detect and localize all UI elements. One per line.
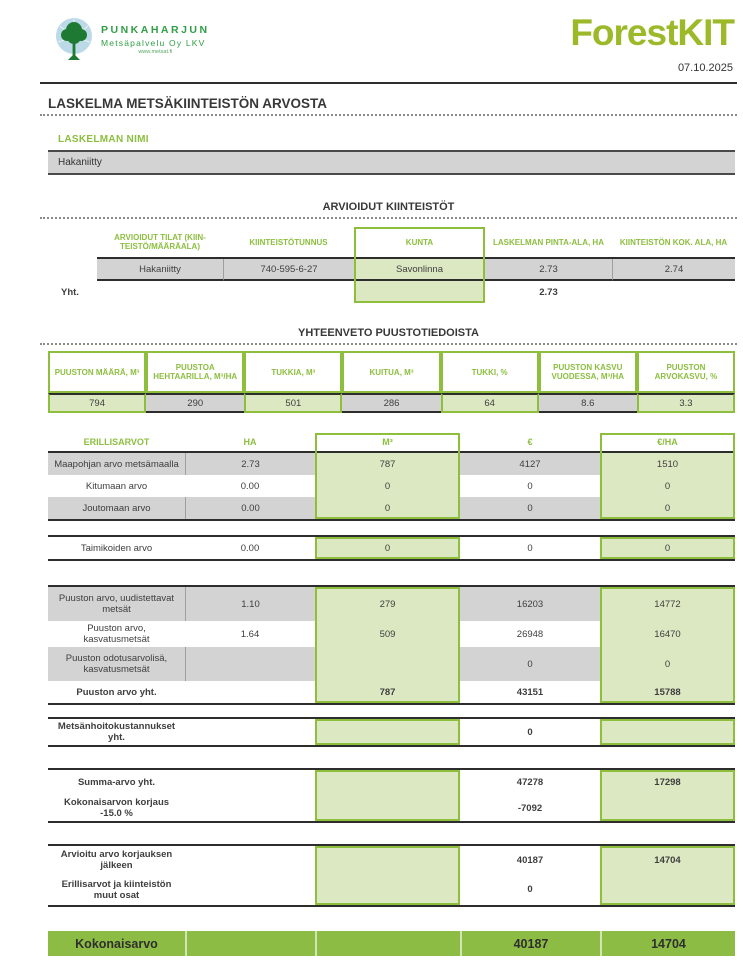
row-label: Metsänhoitokustannukset yht. (57, 721, 176, 743)
row-label: Maapohjan arvo metsämaalla (48, 453, 185, 475)
row-ha (185, 681, 315, 703)
row-eur: 0 (460, 497, 600, 519)
row-eur-ha: 0 (600, 475, 735, 497)
row-eur-ha: 17298 (600, 770, 735, 795)
stand-summary-header-row (48, 351, 735, 393)
row-label: Puuston arvo yht. (76, 686, 157, 698)
properties-total-row (48, 281, 735, 303)
value-growth-value: 3.3 (637, 393, 735, 413)
row-m3: 279 (315, 587, 460, 621)
row-ha: 0.00 (185, 497, 315, 519)
volume-per-ha-value: 290 (146, 393, 244, 413)
stand-summary-value-row (48, 393, 735, 413)
table-row (48, 846, 735, 874)
total-bar-label: Kokonaisarvo (75, 936, 158, 951)
col-header-property-id: KIINTEISTÖTUNNUS (223, 227, 354, 259)
total-label: Yht. (61, 286, 79, 298)
col-header-estates: ARVIOIDUT TILAT (KIIN-TEISTÖ/MÄÄRÄALA) (97, 227, 223, 259)
row-eur: 43151 (516, 686, 544, 698)
table-row (48, 874, 735, 905)
table-row (48, 795, 735, 821)
report-date: 07.10.2025 (677, 62, 733, 74)
section-heading-stand-summary: YHTEENVETO PUUSTOTIEDOISTA (40, 327, 737, 345)
row-eur: -7092 (517, 802, 543, 814)
col-header-total-area: KIINTEISTÖN KOK. ALA, HA (612, 227, 735, 259)
col-header-log-percent: TUKKI, % (441, 351, 539, 393)
calculation-name-value: Hakaniitty (48, 150, 735, 175)
row-m3: 0 (315, 537, 460, 559)
col-header-value-growth: PUUSTON ARVOKASVU, % (637, 351, 735, 393)
property-calc-area: 2.73 (485, 259, 612, 281)
table-row (48, 453, 735, 475)
row-m3 (315, 770, 460, 795)
row-eur-ha: 0 (600, 537, 735, 559)
col-header-ha: HA (185, 433, 315, 453)
separate-values-table (48, 433, 735, 521)
row-label: Erillisarvot ja kiinteistön muut osat (61, 878, 172, 901)
report-content (40, 96, 737, 956)
row-ha: 1.64 (240, 628, 260, 640)
col-header-pulp: KUITUA, M³ (342, 351, 440, 393)
table-row (48, 475, 735, 497)
row-label: Summa-arvo yht. (77, 777, 156, 788)
logs-value: 501 (244, 393, 342, 413)
table-row (48, 647, 735, 681)
volume-value: 794 (48, 393, 146, 413)
row-eur-ha: 14704 (600, 846, 735, 874)
seedling-value-group (48, 535, 735, 561)
row-m3 (315, 647, 460, 681)
properties-table (48, 227, 735, 303)
col-header-m3: M³ (315, 433, 460, 453)
row-eur: 0 (527, 480, 533, 492)
row-m3 (315, 874, 460, 905)
logo-company-subtitle: Metsäpalvelu Oy LKV (101, 38, 206, 48)
calculation-name-label: LASKELMAN NIMI (58, 134, 149, 145)
row-label: Kokonaisarvon korjaus -15.0 % (63, 797, 170, 819)
col-header-logs: TUKKIA, M³ (244, 351, 342, 393)
log-percent-value: 64 (441, 393, 539, 413)
row-label: Arvioitu arvo korjauksen jälkeen (60, 849, 173, 871)
row-label: Joutomaan arvo (48, 497, 185, 519)
company-logo (54, 16, 210, 62)
row-ha: 2.73 (185, 453, 315, 475)
property-total-area: 2.74 (612, 259, 735, 281)
col-header-erillisarvot: ERILLISARVOT (48, 433, 185, 453)
row-label: Kitumaan arvo (85, 480, 148, 492)
row-eur-ha (600, 719, 735, 745)
total-value-bar (48, 931, 735, 956)
row-eur: 26948 (516, 628, 544, 640)
property-id: 740-595-6-27 (223, 259, 354, 281)
row-m3 (315, 846, 460, 874)
row-eur-ha (600, 795, 735, 821)
row-eur: 0 (527, 542, 533, 554)
row-eur: 40187 (516, 854, 544, 866)
tree-logo-icon (54, 16, 94, 62)
table-row-total (48, 681, 735, 703)
row-eur-ha: 1510 (600, 453, 735, 475)
logo-company-name: PUNKAHARJUN (101, 24, 210, 36)
row-eur: 16203 (460, 587, 600, 621)
col-header-growth: PUUSTON KASVU VUODESSA, M³/HA (539, 351, 637, 393)
section-heading-properties: ARVIOIDUT KIINTEISTÖT (40, 201, 737, 219)
table-row (48, 497, 735, 519)
corrected-value-group (48, 844, 735, 907)
row-m3: 787 (315, 681, 460, 703)
row-eur-ha: 14772 (600, 587, 735, 621)
row-m3: 787 (315, 453, 460, 475)
logo-website: www.metsat.fi (138, 49, 173, 55)
row-ha: 1.10 (185, 587, 315, 621)
table-row (48, 719, 735, 745)
row-eur-ha: 15788 (600, 681, 735, 703)
col-header-volume-per-ha: PUUSTOA HEHTAARILLA, M³/HA (146, 351, 244, 393)
forestkit-brand: ForestKIT (570, 12, 734, 53)
logo-text (101, 16, 210, 55)
row-eur-ha: 16470 (600, 621, 735, 647)
property-name: Hakaniitty (97, 259, 223, 281)
total-calc-area: 2.73 (539, 286, 558, 298)
row-eur: 4127 (460, 453, 600, 475)
table-row (48, 537, 735, 559)
sum-value-group (48, 768, 735, 823)
pulp-value: 286 (342, 393, 440, 413)
col-header-eur-ha: €/HA (600, 433, 735, 453)
table-row (48, 770, 735, 795)
row-eur: 0 (460, 647, 600, 681)
row-ha (185, 647, 315, 681)
row-m3: 509 (315, 621, 460, 647)
col-header-calc-area: LASKELMAN PINTA-ALA, HA (485, 227, 612, 259)
row-label: Taimikoiden arvo (80, 542, 153, 554)
total-bar-eur: 40187 (460, 931, 600, 956)
page-header (0, 0, 743, 84)
total-bar-eur-ha: 14704 (600, 931, 735, 956)
header-gutter (48, 227, 97, 259)
row-ha: 0.00 (240, 542, 260, 554)
table-row (48, 621, 735, 647)
stand-summary-table (48, 351, 735, 413)
row-m3: 0 (315, 475, 460, 497)
row-m3 (315, 719, 460, 745)
growth-value: 8.6 (539, 393, 637, 413)
row-eur: 0 (527, 726, 533, 738)
management-costs-group (48, 717, 735, 747)
row-m3 (315, 795, 460, 821)
row-ha: 0.00 (240, 480, 260, 492)
header-divider (40, 82, 737, 84)
stand-value-group (48, 585, 735, 705)
col-header-eur: € (460, 433, 600, 453)
property-row (48, 259, 735, 281)
property-municipality: Savonlinna (354, 259, 485, 281)
row-eur-ha: 0 (600, 647, 735, 681)
row-m3: 0 (315, 497, 460, 519)
row-label: Puuston odotusarvolisä, kasvatusmetsät (48, 647, 185, 681)
separate-values-header-row (48, 433, 735, 453)
page-title: LASKELMA METSÄKIINTEISTÖN ARVOSTA (40, 96, 737, 116)
col-header-municipality: KUNTA (354, 227, 485, 259)
table-row (48, 587, 735, 621)
col-header-volume: PUUSTON MÄÄRÄ, M³ (48, 351, 146, 393)
row-eur: 0 (527, 884, 533, 895)
row-label: Puuston arvo, uudistettavat metsät (48, 587, 185, 621)
properties-header-row (48, 227, 735, 259)
row-eur-ha: 0 (600, 497, 735, 519)
row-eur: 47278 (516, 777, 544, 788)
row-label: Puuston arvo, kasvatusmetsät (83, 623, 150, 645)
row-eur-ha (600, 874, 735, 905)
